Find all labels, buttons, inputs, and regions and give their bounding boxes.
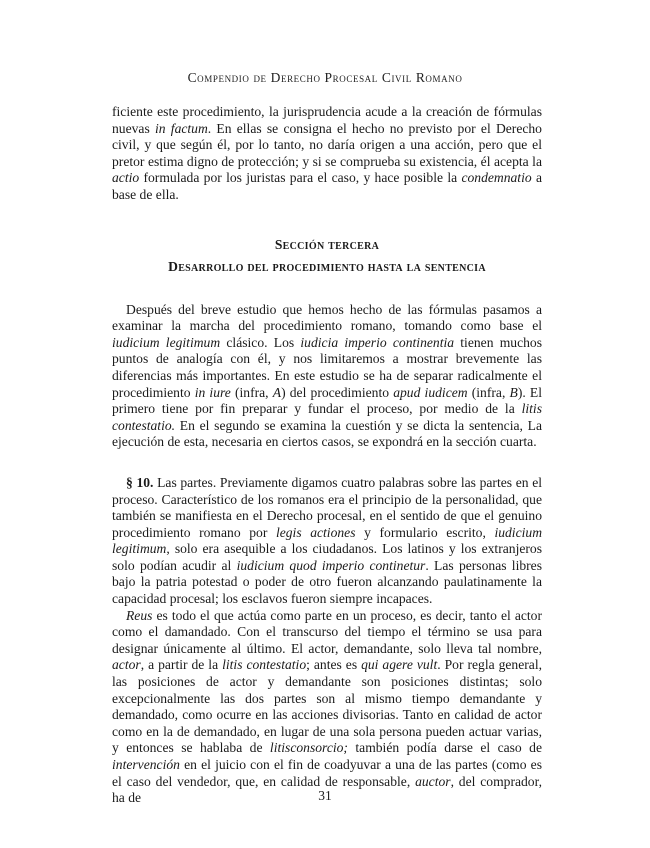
italic-term: iudicia imperio continentia: [300, 334, 455, 350]
italic-term: qui agere vult: [361, 657, 438, 673]
paragraph-reus: [112, 608, 542, 807]
text-run: clásico. Los: [220, 334, 301, 350]
paragraph-intro: [112, 302, 542, 451]
text-run: . En ellas se consigna el hecho no previsto por el Derecho civil, y que según él, por lo tanto, no daría origen a una acción, pero que el pretor estima digno de protección; y si se comprueba su existencia, él acepta la: [112, 120, 542, 169]
italic-term: iudicium quod imperio continetur: [236, 557, 426, 573]
page-body: [112, 104, 542, 807]
section-title: Sección tercera: [274, 236, 380, 252]
italic-term: in iure: [194, 384, 231, 400]
text-run: . Las personas libres bajo la patria potestad o poder de otro fueron alcanzando paulatinamente la capacidad procesal; los esclavos fueron siempre incapaces.: [112, 557, 542, 607]
text-run: , solo era asequible a los ciudadanos. Los latinos y los extranjeros solo podían acudir al: [112, 541, 542, 573]
text-run: , del comprador, ha de: [112, 773, 542, 806]
text-run: formulada por los juristas para el caso, y hace posible la: [139, 170, 462, 186]
italic-term: litisconsorcio;: [269, 740, 348, 756]
section-heading-block: [112, 234, 542, 278]
text-run: , a partir de la: [140, 657, 223, 673]
text-run: ficiente este procedimiento, la jurisprudencia acude a la creación de fórmulas nuevas: [112, 104, 542, 136]
text-run: (infra,: [467, 384, 510, 400]
italic-term: Reus: [126, 607, 153, 623]
text-run: es todo el que actúa como parte en un proceso, es decir, tanto el actor como el damandado. Con el transcurso del tiempo el término se usa para designar únicamente al último. El actor, demandante, solo lleva tal nombre,: [112, 607, 542, 656]
italic-term: litis contestatio.: [112, 401, 542, 433]
text-run: ) del procedimiento: [281, 384, 394, 400]
paragraph-continuation: [112, 104, 542, 204]
text-run: ; antes es: [306, 657, 362, 673]
running-head: Compendio de Derecho Procesal Civil Romano: [187, 70, 463, 85]
text-run: tienen muchos puntos de analogía con él, y nos limitaremos a mostrar brevemente las diferencias más importantes. En este estudio se ha de separar radicalmente el procedimiento: [112, 334, 542, 400]
italic-term: actor: [112, 657, 141, 673]
italic-term: iudicium legitimum: [112, 524, 543, 557]
text-run: también podía darse el caso de: [347, 740, 542, 756]
text-run: En el segundo se examina la cuestión y se dicta la sentencia, La ejecución de esta, necesaria en ciertos casos, se expondrá en la sección cuarta.: [112, 417, 542, 450]
page-number: 31: [318, 788, 332, 803]
text-run: (infra,: [230, 384, 273, 400]
italic-term: auctor: [415, 773, 451, 789]
italic-term: A: [272, 384, 282, 400]
paragraph-section-10: [112, 475, 542, 608]
italic-term: B: [509, 384, 518, 400]
italic-term: litis contestatio: [222, 657, 307, 673]
italic-term: iudicium legitimum: [112, 334, 221, 350]
italic-term: in factum: [154, 120, 208, 136]
text-run: a base de ella.: [112, 170, 543, 202]
text-run: Las partes. Previamente digamos cuatro palabras sobre las partes en el proceso. Característico de los romanos era el principio de la personalidad, que también se manifiesta en el Derecho procesal, en el sentido de que el genuino procedimiento romano por: [112, 474, 543, 540]
section-subtitle: Desarrollo del procedimiento hasta la sentencia: [168, 258, 486, 274]
italic-term: legis actiones: [275, 524, 356, 540]
text-run: . Por regla general, las posiciones de actor y demandante son posiciones distintas; solo excepcionalmente las dos partes son al mismo tiempo demandante y demandado, como ocurre en las acciones divisorias. Tanto en calidad de actor como en la de demandado, en lugar de una sola persona pueden actuar varias, y entonces se hablaba de: [112, 657, 543, 756]
paragraph-number: § 10.: [126, 474, 154, 490]
italic-term: apud iudicem: [393, 384, 468, 400]
italic-term: condemnatio: [461, 170, 532, 186]
text-run: Después del breve estudio que hemos hecho de las fórmulas pasamos a examinar la marcha del procedimiento romano, tomando como base el: [112, 301, 542, 334]
italic-term: actio: [112, 170, 140, 186]
text-run: ). El primero tiene por fin preparar y fundar el proceso, por medio de la: [112, 384, 542, 417]
text-run: y formulario escrito,: [355, 524, 495, 540]
italic-term: intervención: [112, 757, 180, 772]
text-run: en el juicio con el fin de coadyuvar a una de las partes (como es el caso del vendedor, que, en calidad de responsable,: [112, 757, 542, 789]
